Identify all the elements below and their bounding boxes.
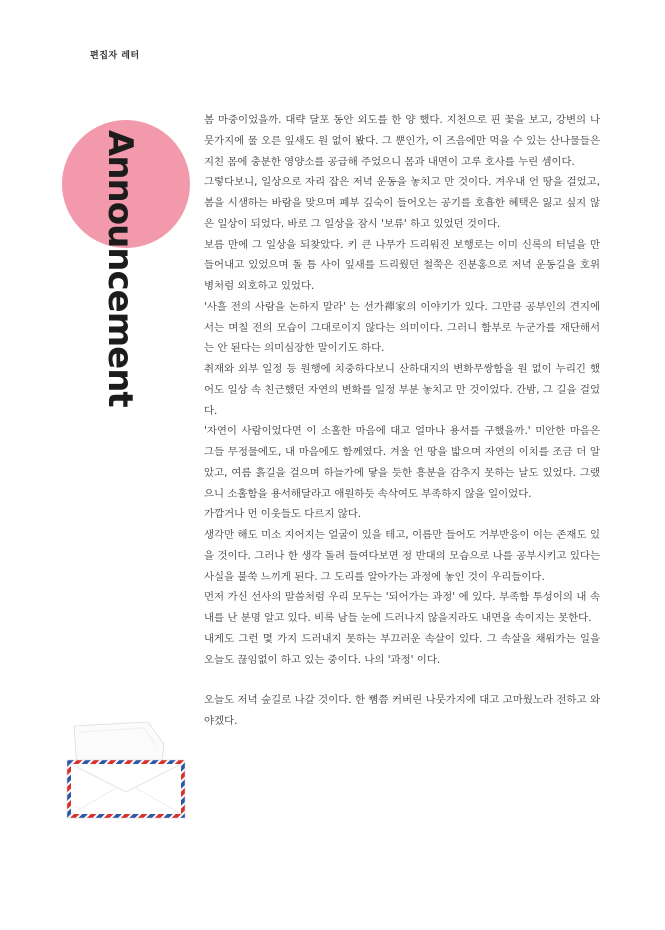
paragraph: 내게도 그런 몇 가지 드러내지 못하는 부끄러운 속살이 있다. 그 속살을 채워가는 일을 오늘도 끊임없이 하고 있는 중이다. 나의 '과정' 이다.	[204, 632, 600, 666]
announcement-title: Announcement	[100, 130, 140, 407]
paragraph: 봄 마중이었을까. 대략 달포 동안 외도를 한 양 했다. 지천으로 핀 꽃을 보고, 강변의 나뭇가지에 물 오른 잎새도 원 없이 봤다. 그 뿐인가, 이 즈음에만 먹을 수 있는 산나물들은 지친 몸에 충분한 영양소를 공급해 주었으니 몸과 내면이 고루 호사를 누린 셈이다.	[204, 114, 600, 168]
body-text	[204, 110, 600, 732]
paragraph: 그렇다보니, 일상으로 자리 잡은 저녁 운동을 놓치고 만 것이다. 겨우내 언 땅을 걸었고, 봄을 시샘하는 바람을 맞으며 폐부 깊숙이 들어오는 공기를 호흡한 혜택은 잃고 싶지 않은 일상이 되었다. 바로 그 일상을 잠시 '보류' 하고 있었던 것이다.	[204, 176, 600, 230]
paragraph: 보름 만에 그 일상을 되찾았다. 키 큰 나무가 드리워진 보행로는 이미 신록의 터널을 만들어내고 있었으며 돌 틈 사이 잎새를 드리웠던 철쭉은 진분홍으로 저녁 운동길을 호위병처럼 외호하고 있었다.	[204, 238, 600, 292]
paragraph: 생각만 해도 미소 지어지는 얼굴이 있을 테고, 이름만 들어도 거부반응이 이는 존재도 있을 것이다. 그러나 한 생각 돌려 들여다보면 정 반대의 모습으로 나를 공부시키고 있다는 사실을 불쑥 느끼게 된다. 그 도리를 알아가는 과정에 놓인 것이 우리들이다.	[204, 529, 600, 583]
paragraph: 가깝거나 먼 이웃들도 다르지 않다.	[204, 508, 362, 521]
paragraph: '사흘 전의 사람을 논하지 말라' 는 선가禪家의 이야기가 있다. 그만큼 공부인의 견지에서는 며칠 전의 모습이 그대로이지 않다는 의미이다. 그러니 함부로 누군가를 재단해서는 안 된다는 의미심장한 말이기도 하다.	[204, 300, 600, 355]
section-label: 편집자 레터	[90, 51, 140, 61]
closing-paragraph: 오늘도 저녁 숲길로 나갈 것이다. 한 뼘쯤 커버린 나뭇가지에 대고 고마웠노라 전하고 와야겠다.	[204, 694, 600, 727]
paragraph: 먼저 가신 선사의 말씀처럼 우리 모두는 '되어가는 과정' 에 있다. 부족함 투성이의 내 속내를 난 분명 알고 있다. 비록 남들 눈에 드러나지 않을지라도 내면을 속이지는 못한다.	[204, 591, 600, 624]
paragraph: 취재와 외부 일정 등 원행에 치중하다보니 산하대지의 변화무쌍함을 원 없이 누리긴 했어도 일상 속 친근했던 자연의 변화를 일정 부분 놓치고 만 것이었다. 간밤, 그 길을 걸었다.	[204, 363, 600, 417]
airmail-envelope-icon	[64, 722, 188, 822]
paragraph: '자연이 사람이었다면 이 소홀한 마음에 대고 얼마나 용서를 구했을까.' 미안한 마음은 그들 무정물에도, 내 마음에도 함께였다. 겨울 언 땅을 밟으며 자연의 이치를 조금 더 알았고, 여름 흙길을 걸으며 하늘가에 닿을 듯한 흥분을 감추지 못하는 날도 있었다. 그랬으니 소홀함을 용서해달라고 애원하듯 속삭여도 부족하지 않을 일이었다.	[204, 425, 600, 500]
